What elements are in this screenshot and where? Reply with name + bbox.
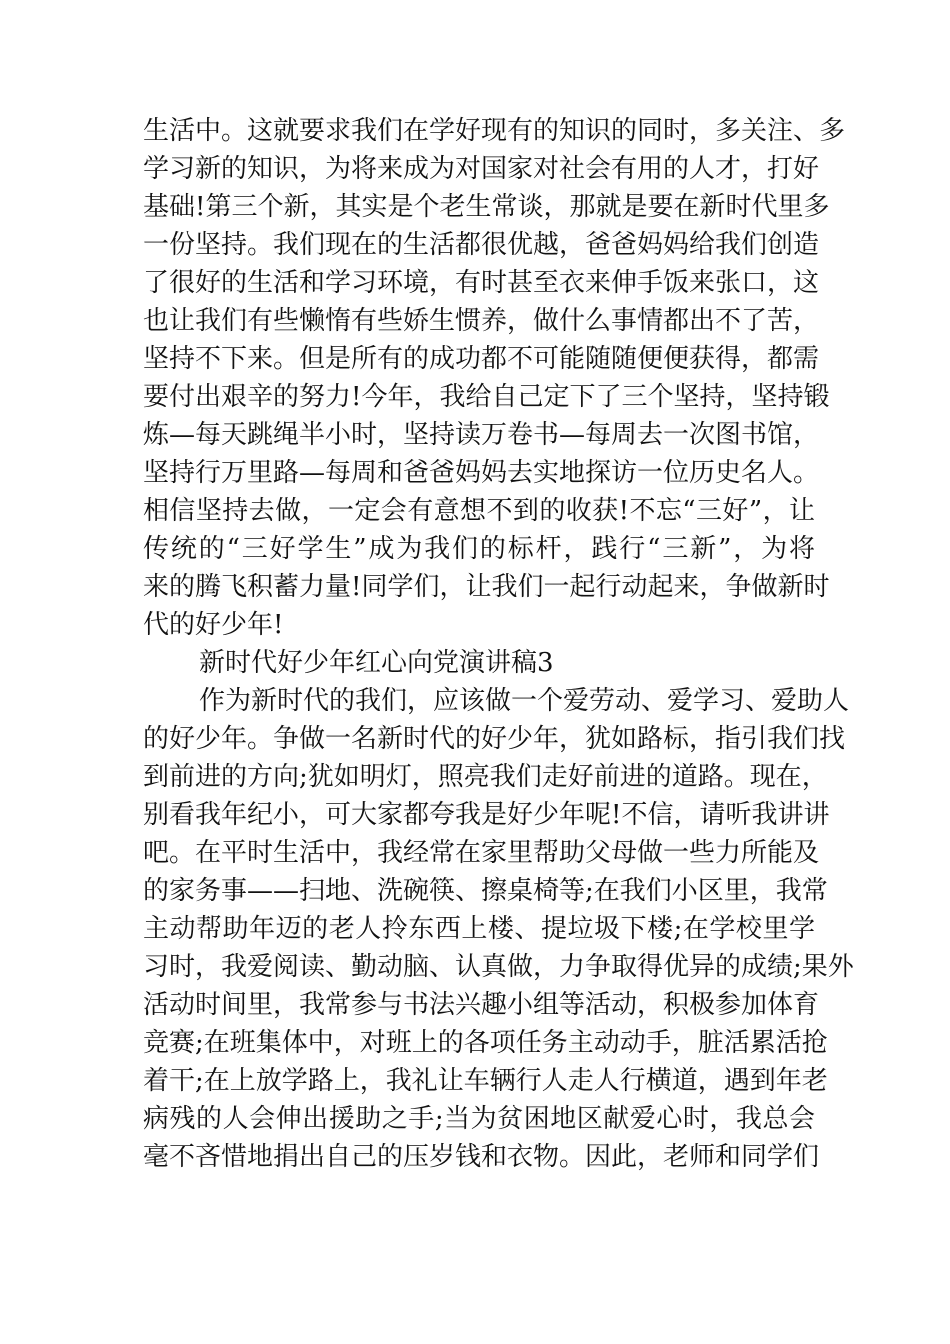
text-line: 基础!第三个新，其实是个老生常谈，那就是要在新时代里多 — [143, 192, 830, 222]
section-heading: 新时代好少年红心向党演讲稿3 — [199, 648, 554, 678]
paragraph-2 — [143, 682, 854, 1176]
text-line: 别看我年纪小，可大家都夸我是好少年呢!不信，请听我讲讲 — [143, 800, 830, 830]
text-line: 主动帮助年迈的老人拎东西上楼、提垃圾下楼;在学校里学 — [143, 914, 815, 944]
text-line: 了很好的生活和学习环境，有时甚至衣来伸手饭来张口，这 — [143, 268, 820, 298]
text-line: 着干;在上放学路上，我礼让车辆行人走人行横道，遇到年老 — [143, 1066, 828, 1096]
text-line: 病残的人会伸出援助之手;当为贫困地区献爱心时，我总会 — [143, 1104, 815, 1134]
text-line: 代的好少年! — [143, 610, 284, 640]
text-line: 生活中。这就要求我们在学好现有的知识的同时，多关注、多 — [143, 116, 846, 146]
text-line: 也让我们有些懒惰有些娇生惯养，做什么事情都出不了苦， — [143, 306, 820, 336]
text-line: 学习新的知识，为将来成为对国家对社会有用的人才，打好 — [143, 154, 820, 184]
text-line: 的家务事——扫地、洗碗筷、擦桌椅等;在我们小区里，我常 — [143, 876, 828, 906]
text-line: 一份坚持。我们现在的生活都很优越，爸爸妈妈给我们创造 — [143, 230, 820, 260]
text-line: 相信坚持去做，一定会有意想不到的收获!不忘“三好”，让 — [143, 496, 815, 526]
text-line: 要付出艰辛的努力!今年，我给自己定下了三个坚持，坚持锻 — [143, 382, 830, 412]
paragraph-1 — [143, 112, 846, 644]
text-line: 竞赛;在班集体中，对班上的各项任务主动动手，脏活累活抢 — [143, 1028, 828, 1058]
text-line: 活动时间里，我常参与书法兴趣小组等活动，积极参加体育 — [143, 990, 820, 1020]
text-line: 的好少年。争做一名新时代的好少年，犹如路标，指引我们找 — [143, 724, 846, 754]
text-line: 炼—每天跳绳半小时，坚持读万卷书—每周去一次图书馆， — [143, 420, 820, 450]
text-line: 习时，我爱阅读、勤动脑、认真做，力争取得优异的成绩;果外 — [143, 952, 854, 982]
text-line: 到前进的方向;犹如明灯，照亮我们走好前进的道路。现在， — [143, 762, 828, 792]
text-line: 吧。在平时生活中，我经常在家里帮助父母做一些力所能及 — [143, 838, 820, 868]
text-line: 坚持不下来。但是所有的成功都不可能随随便便获得，都需 — [143, 344, 820, 374]
text-line: 传统的“三好学生”成为我们的标杆，践行“三新”，为将 — [143, 534, 815, 564]
text-line: 来的腾飞积蓄力量!同学们，让我们一起行动起来，争做新时 — [143, 572, 830, 602]
text-line: 作为新时代的我们，应该做一个爱劳动、爱学习、爱助人 — [199, 686, 850, 716]
document-page — [143, 112, 854, 1176]
text-line: 坚持行万里路—每周和爸爸妈妈去实地探访一位历史名人。 — [143, 458, 820, 488]
text-line: 毫不吝惜地捐出自己的压岁钱和衣物。因此，老师和同学们 — [143, 1142, 820, 1172]
